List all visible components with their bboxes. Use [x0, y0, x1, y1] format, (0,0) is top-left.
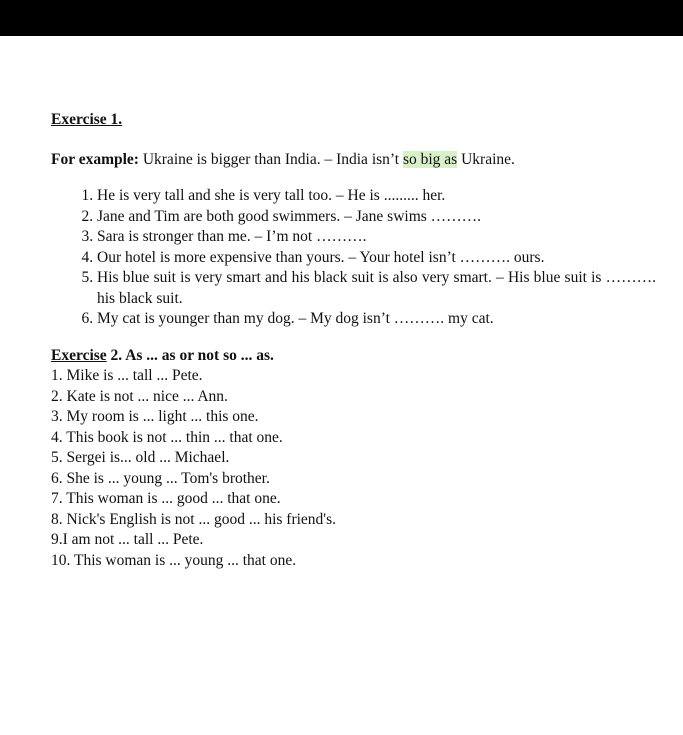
exercise-2-heading-rest: 2. As ... as or not so ... as. — [106, 346, 274, 364]
exercise-2-heading-word: Exercise — [51, 346, 107, 364]
exercise-2-item: 10. This woman is ... young ... that one. — [51, 551, 297, 569]
exercise-2-item: 5. Sergei is... old ... Michael. — [51, 449, 230, 466]
exercise-1-item: 5. His blue suit is very smart and his black suit is also very smart. – His blue suit is ………. his black suit. — [97, 268, 656, 309]
exercise-2-item: 3. My room is ... light ... this one. — [51, 408, 259, 425]
exercise-2-item: 1. Mike is ... tall ... Pete. — [51, 367, 203, 384]
top-bar — [0, 0, 683, 36]
exercise-2-item: 4. This book is not ... thin ... that one. — [51, 428, 283, 446]
example-sentence — [51, 150, 656, 171]
exercise-1-item: 3. Sara is stronger than me. – I’m not ………. — [97, 227, 656, 248]
exercise-1-heading: Exercise 1. — [51, 111, 123, 128]
exercise-2-item: 7. This woman is ... good ... that one. — [51, 490, 281, 507]
example-text-before: Ukraine is bigger than India. – India isn’t — [138, 150, 403, 168]
exercise-2-item: 9.I am not ... tall ... Pete. — [51, 531, 204, 548]
exercise-2-item: 6. She is ... young ... Tom's brother. — [51, 469, 270, 487]
document-page — [51, 110, 656, 571]
exercise-1-list — [51, 186, 656, 330]
example-highlight: so big as — [402, 150, 458, 168]
exercise-2-item: 2. Kate is not ... nice ... Ann. — [51, 387, 228, 405]
example-lead: For example: — [51, 150, 139, 168]
exercise-2-list — [51, 366, 656, 571]
exercise-1-item: 1. He is very tall and she is very tall too. – He is ......... her. — [97, 186, 656, 207]
exercise-2-item: 8. Nick's English is not ... good ... his friend's. — [51, 510, 337, 528]
example-text-after: Ukraine. — [457, 150, 515, 168]
exercise-1-item: 2. Jane and Tim are both good swimmers. – Jane swims ………. — [97, 207, 656, 228]
exercise-2-heading — [51, 346, 656, 367]
exercise-1-item: 6. My cat is younger than my dog. – My dog isn’t ………. my cat. — [97, 309, 656, 330]
exercise-1-item: 4. Our hotel is more expensive than yours. – Your hotel isn’t ………. ours. — [97, 248, 656, 269]
